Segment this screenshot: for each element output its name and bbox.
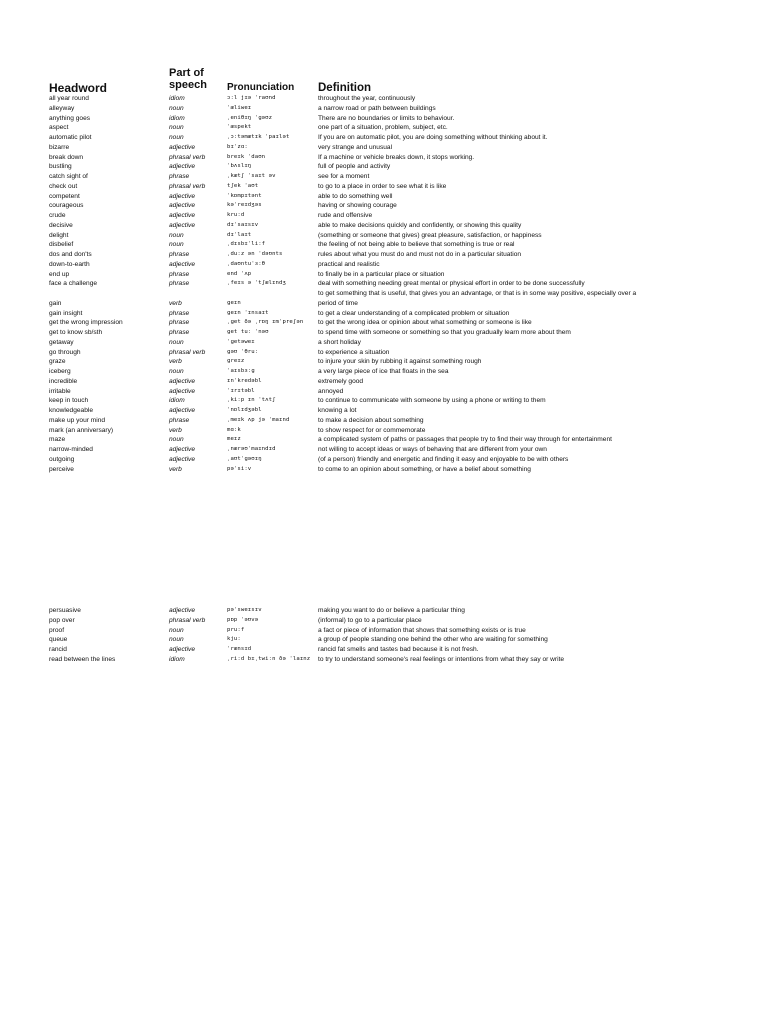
definition-cell: (informal) to go to a particular place: [318, 616, 422, 624]
part-of-speech-cell: verb: [169, 358, 182, 366]
headword-cell: gain: [49, 299, 62, 307]
definition-cell: to get something that is useful, that gives you an advantage, or that is in some way positive, especially over a period of time: [318, 290, 637, 307]
table-row: [0, 123, 768, 133]
table-body-upper: [0, 94, 768, 474]
pronunciation-cell: ˈɪrɪtəbl: [227, 387, 255, 394]
headword-cell: catch sight of: [49, 173, 88, 180]
headword-cell: make up your mind: [49, 416, 106, 424]
table-row: [0, 406, 768, 416]
pronunciation-cell: ˈnɒlɪdʒəbl: [227, 407, 262, 413]
table-row: [0, 260, 768, 270]
table-row: [0, 143, 768, 153]
headword-cell: keep in touch: [49, 397, 89, 405]
table-body-lower: [0, 606, 768, 665]
part-of-speech-cell: adjective: [169, 646, 196, 653]
table-row: [0, 270, 768, 280]
pronunciation-cell: ɡeɪn: [227, 299, 241, 306]
part-of-speech-cell: verb: [169, 465, 182, 473]
definition-cell: to experience a situation: [318, 348, 390, 356]
headword-cell: bustling: [49, 163, 72, 171]
definition-cell: to come to an opinion about something, or have a belief about something: [318, 465, 531, 473]
definition-cell: having or showing courage: [318, 202, 397, 210]
pronunciation-cell: ˌnærəʊˈmaɪndɪd: [227, 446, 276, 452]
part-of-speech-cell: phrase: [169, 173, 190, 180]
part-of-speech-cell: phrase: [169, 309, 190, 317]
definition-cell: able to make decisions quickly and confidently, or showing this quality: [318, 221, 522, 229]
part-of-speech-cell: phrase: [169, 270, 190, 278]
headword-cell: face a challenge: [49, 280, 98, 288]
pronunciation-cell: bɪˈzɑː: [227, 143, 248, 150]
part-of-speech-cell: adjective: [169, 221, 196, 229]
headword-cell: gain insight: [49, 309, 83, 317]
table-row: [0, 357, 768, 367]
definition-cell: rancid fat smells and tastes bad because it is not fresh.: [318, 646, 479, 653]
pronunciation-cell: mɑːk: [227, 426, 241, 433]
header-pronunciation: Pronunciation: [227, 82, 295, 93]
part-of-speech-cell: noun: [169, 338, 184, 346]
table-row: [0, 104, 768, 114]
pronunciation-cell: ɡreɪz: [227, 358, 245, 365]
table-row: [0, 626, 768, 636]
part-of-speech-cell: adjective: [169, 446, 196, 453]
table-row: [0, 606, 768, 616]
headword-cell: aspect: [49, 124, 69, 132]
headword-cell: read between the lines: [49, 655, 116, 663]
definition-cell: (of a person) friendly and energetic and finding it easy and enjoyable to be with others: [318, 455, 569, 463]
table-row: [0, 250, 768, 260]
table-row: [0, 133, 768, 143]
definition-cell: the feeling of not being able to believe that something is true or real: [318, 241, 515, 249]
headword-cell: all year round: [49, 95, 89, 102]
table-row: [0, 114, 768, 124]
table-row: [0, 328, 768, 338]
part-of-speech-cell: adjective: [169, 143, 196, 151]
headword-cell: automatic pilot: [49, 134, 92, 141]
headword-cell: disbelief: [49, 241, 74, 249]
part-of-speech-cell: noun: [169, 436, 184, 444]
part-of-speech-cell: noun: [169, 134, 184, 141]
headword-cell: irritable: [49, 387, 71, 395]
header-definition: Definition: [318, 82, 372, 94]
part-of-speech-cell: noun: [169, 368, 184, 375]
pronunciation-cell: ɡet tuː ˈnəʊ: [227, 329, 269, 335]
part-of-speech-cell: adjective: [169, 607, 196, 614]
pronunciation-cell: ˌkætʃ ˈsaɪt əv: [227, 173, 276, 179]
table-row: [0, 645, 768, 655]
table-row: [0, 426, 768, 436]
pronunciation-cell: ˌduːz ən ˈdəʊnts: [227, 251, 283, 257]
pronunciation-cell: pəˈsweɪsɪv: [227, 607, 262, 613]
pronunciation-cell: ˈæspekt: [227, 124, 252, 131]
table-row: [0, 192, 768, 202]
part-of-speech-cell: adjective: [169, 260, 196, 268]
definition-cell: full of people and activity: [318, 163, 391, 171]
part-of-speech-cell: noun: [169, 104, 184, 112]
headword-cell: graze: [49, 358, 66, 366]
definition-cell: see for a moment: [318, 173, 370, 180]
headword-cell: crude: [49, 212, 66, 219]
part-of-speech-cell: adjective: [169, 163, 196, 171]
definition-cell: to continue to communicate with someone by using a phone or writing to them: [318, 397, 546, 405]
pronunciation-cell: ˌdɪsbɪˈliːf: [227, 241, 266, 248]
table-row: [0, 289, 768, 309]
definition-cell: a very large piece of ice that floats in the sea: [318, 368, 449, 375]
definition-cell: to try to understand someone's real feelings or intentions from what they say or write: [318, 655, 565, 663]
table-row: [0, 318, 768, 328]
part-of-speech-cell: phrase: [169, 329, 190, 336]
headword-cell: mark (an anniversary): [49, 426, 114, 434]
pronunciation-cell: tʃek ˈaʊt: [227, 182, 259, 189]
headword-cell: decisive: [49, 221, 73, 229]
definition-cell: very strange and unusual: [318, 143, 393, 151]
table-row: [0, 240, 768, 250]
table-row: [0, 435, 768, 445]
definition-cell: to go to a place in order to see what it is like: [318, 182, 447, 190]
headword-cell: anything goes: [49, 114, 91, 122]
part-of-speech-cell: phrasal verb: [169, 182, 206, 190]
part-of-speech-cell: adjective: [169, 387, 196, 395]
definition-cell: If a machine or vehicle breaks down, it stops working.: [318, 153, 475, 161]
pronunciation-cell: dɪˈsaɪsɪv: [227, 221, 259, 228]
part-of-speech-cell: noun: [169, 231, 184, 239]
header-headword: Headword: [49, 81, 108, 95]
definition-cell: to show respect for or commemorate: [318, 426, 426, 434]
definition-cell: to get the wrong idea or opinion about what something or someone is like: [318, 319, 532, 327]
header-part-of-speech: Part of speech: [169, 67, 207, 91]
pronunciation-cell: ˌriːd bɪˌtwiːn ðə ˈlaɪnz: [227, 655, 311, 662]
pronunciation-cell: pruːf: [227, 626, 245, 633]
part-of-speech-cell: phrasal verb: [169, 153, 206, 161]
headword-cell: knowledgeable: [49, 407, 93, 414]
table-row: [0, 279, 768, 289]
definition-cell: a narrow road or path between buildings: [318, 104, 436, 112]
table-row: [0, 445, 768, 455]
part-of-speech-cell: phrasal verb: [169, 348, 206, 356]
pronunciation-cell: dɪˈlaɪt: [227, 231, 252, 238]
definition-cell: not willing to accept ideas or ways of behaving that are different from your own: [318, 446, 547, 453]
pronunciation-cell: ˌɡet ðə ˌrɒŋ ɪmˈpreʃən: [227, 319, 304, 326]
part-of-speech-cell: phrase: [169, 416, 190, 424]
pronunciation-cell: meɪz: [227, 436, 241, 443]
headword-cell: bizarre: [49, 143, 70, 151]
definition-cell: throughout the year, continuously: [318, 95, 416, 102]
definition-cell: annoyed: [318, 387, 344, 395]
part-of-speech-cell: adjective: [169, 407, 196, 414]
pronunciation-cell: pəˈsiːv: [227, 465, 252, 472]
pronunciation-cell: breɪk ˈdaʊn: [227, 153, 266, 160]
headword-cell: narrow-minded: [49, 446, 93, 453]
table-row: [0, 162, 768, 172]
part-of-speech-cell: adjective: [169, 202, 196, 210]
pronunciation-cell: ˈkɒmpɪtənt: [227, 192, 262, 199]
table-row: [0, 221, 768, 231]
headword-cell: dos and don'ts: [49, 251, 92, 258]
part-of-speech-cell: phrase: [169, 280, 190, 288]
pronunciation-cell: ˌaʊtˈɡəʊɪŋ: [227, 455, 262, 462]
definition-cell: a group of people standing one behind the other who are waiting for something: [318, 636, 548, 644]
table-row: [0, 387, 768, 397]
pronunciation-cell: ˈbʌslɪŋ: [227, 163, 252, 170]
definition-cell: one part of a situation, problem, subject, etc.: [318, 124, 448, 132]
definition-cell: knowing a lot: [318, 407, 357, 414]
headword-cell: competent: [49, 192, 80, 200]
pronunciation-cell: ɪnˈkredəbl: [227, 377, 262, 384]
headword-cell: proof: [49, 626, 65, 634]
pronunciation-cell: ˈaɪsbɜːɡ: [227, 368, 255, 374]
headword-cell: getaway: [49, 338, 74, 346]
definition-cell: a short holiday: [318, 338, 361, 346]
part-of-speech-cell: phrase: [169, 251, 190, 258]
table-row: [0, 309, 768, 319]
part-of-speech-cell: noun: [169, 124, 184, 132]
table-row: [0, 348, 768, 358]
table-row: [0, 201, 768, 211]
headword-cell: delight: [49, 231, 69, 239]
part-of-speech-cell: noun: [169, 626, 184, 634]
pronunciation-cell: ˌdaʊntuˈɜːθ: [227, 260, 266, 267]
part-of-speech-cell: adjective: [169, 192, 196, 200]
part-of-speech-cell: adjective: [169, 455, 196, 463]
headword-cell: incredible: [49, 377, 78, 385]
headword-cell: get the wrong impression: [49, 319, 123, 327]
pronunciation-cell: kəˈreɪdʒəs: [227, 202, 262, 209]
part-of-speech-cell: idiom: [169, 655, 185, 663]
table-row: [0, 635, 768, 645]
pronunciation-cell: ˈæliweɪ: [227, 104, 252, 111]
part-of-speech-cell: noun: [169, 636, 184, 644]
table-row: [0, 153, 768, 163]
headword-cell: end up: [49, 270, 70, 278]
headword-cell: courageous: [49, 202, 84, 210]
definition-cell: a complicated system of paths or passages that people try to find their way through for entertainment: [318, 436, 612, 444]
definition-cell: to injure your skin by rubbing it against something rough: [318, 358, 482, 366]
headword-cell: rancid: [49, 646, 67, 653]
part-of-speech-cell: noun: [169, 241, 184, 249]
headword-cell: go through: [49, 348, 81, 356]
headword-cell: persuasive: [49, 607, 81, 614]
pronunciation-cell: ɔːl jɪə ˈraʊnd: [227, 95, 276, 101]
pronunciation-cell: ˌmeɪk ʌp jə ˈmaɪnd: [227, 416, 290, 423]
pronunciation-cell: ˌeniθɪŋ ˈɡəʊz: [227, 114, 273, 121]
table-row: [0, 455, 768, 465]
definition-cell: making you want to do or believe a particular thing: [318, 607, 465, 614]
definition-cell: extremely good: [318, 377, 364, 385]
pronunciation-cell: kjuː: [227, 636, 241, 643]
part-of-speech-cell: adjective: [169, 377, 196, 385]
table-row: [0, 182, 768, 192]
definition-cell: There are no boundaries or limits to behaviour.: [318, 114, 455, 122]
headword-cell: alleyway: [49, 104, 75, 112]
headword-cell: queue: [49, 636, 68, 644]
part-of-speech-cell: idiom: [169, 95, 185, 102]
part-of-speech-cell: phrasal verb: [169, 616, 206, 624]
table-row: [0, 94, 768, 104]
headword-cell: check out: [49, 182, 78, 190]
definition-cell: a fact or piece of information that shows that something exists or is true: [318, 626, 526, 634]
headword-cell: pop over: [49, 616, 75, 624]
definition-cell: to make a decision about something: [318, 416, 424, 424]
table-header: [0, 66, 768, 94]
table-row: [0, 367, 768, 377]
table-row: [0, 377, 768, 387]
table-row: [0, 655, 768, 665]
definition-cell: deal with something needing great mental or physical effort in order to be done successfully: [318, 280, 585, 288]
table-row: [0, 465, 768, 475]
headword-cell: break down: [49, 153, 84, 161]
headword-cell: maze: [49, 436, 66, 444]
part-of-speech-cell: verb: [169, 426, 182, 434]
part-of-speech-cell: adjective: [169, 212, 196, 219]
definition-cell: practical and realistic: [318, 260, 380, 268]
part-of-speech-cell: phrase: [169, 319, 190, 327]
pronunciation-cell: ɡeɪn ˈɪnsaɪt: [227, 309, 269, 316]
part-of-speech-cell: idiom: [169, 114, 185, 122]
definition-cell: to finally be in a particular place or situation: [318, 270, 445, 278]
part-of-speech-cell: idiom: [169, 397, 185, 405]
definition-cell: If you are on automatic pilot, you are doing something without thinking about it.: [318, 134, 548, 141]
table-row: [0, 396, 768, 406]
part-of-speech-cell: verb: [169, 299, 182, 307]
pronunciation-cell: ˌɔːtəmætɪk ˈpaɪlət: [227, 134, 290, 140]
definition-cell: rules about what you must do and must not do in a particular situation: [318, 251, 522, 258]
table-row: [0, 616, 768, 626]
table-row: [0, 211, 768, 221]
pronunciation-cell: ˌkiːp ɪn ˈtʌtʃ: [227, 397, 276, 404]
headword-cell: perceive: [49, 465, 74, 473]
table-row: [0, 172, 768, 182]
pronunciation-cell: ɡəʊ ˈθruː: [227, 348, 259, 355]
definition-cell: (something or someone that gives) great pleasure, satisfaction, or happiness: [318, 231, 542, 239]
definition-cell: to get a clear understanding of a complicated problem or situation: [318, 309, 510, 317]
definition-cell: rude and offensive: [318, 212, 373, 219]
pronunciation-cell: end ˈʌp: [227, 270, 252, 277]
pronunciation-cell: ˈɡetəweɪ: [227, 338, 255, 345]
table-row: [0, 231, 768, 241]
table-row: [0, 338, 768, 348]
table-row: [0, 416, 768, 426]
headword-cell: down-to-earth: [49, 260, 90, 268]
headword-cell: outgoing: [49, 455, 75, 463]
pronunciation-cell: ˈrænsɪd: [227, 646, 252, 652]
headword-cell: iceberg: [49, 368, 71, 375]
pronunciation-cell: kruːd: [227, 212, 245, 218]
headword-cell: get to know sb/sth: [49, 329, 103, 336]
pronunciation-cell: ˌfeɪs ə ˈtʃælɪndʒ: [227, 280, 286, 287]
definition-cell: able to do something well: [318, 192, 393, 200]
pronunciation-cell: pɒp ˈəʊvə: [227, 616, 259, 623]
definition-cell: to spend time with someone or something so that you gradually learn more about them: [318, 329, 571, 336]
